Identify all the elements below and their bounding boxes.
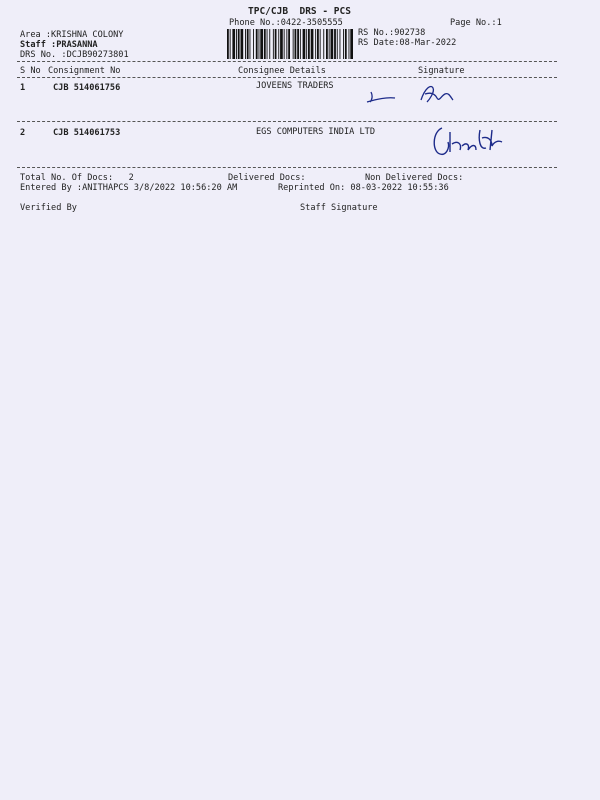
staff-field: Staff :PRASANNA (20, 40, 98, 50)
row-2-consignment: CJB 514061753 (53, 128, 121, 138)
reprinted-on: Reprinted On: 08-03-2022 10:55:36 (278, 183, 449, 193)
row-2-signature (428, 122, 518, 162)
column-header-consignee: Consignee Details (238, 66, 326, 76)
drs-number: DRS No. :DCJB90273801 (20, 50, 129, 60)
row-2-sno: 2 (20, 128, 26, 138)
staff-signature: Staff Signature (300, 203, 378, 213)
row-2-consignee: EGS COMPUTERS INDIA LTD (256, 127, 375, 137)
phone-number: Phone No.:0422-3505555 (229, 18, 343, 28)
column-header-consignment: Consignment No (48, 66, 121, 76)
barcode (227, 29, 353, 59)
non-delivered-docs: Non Delivered Docs: (365, 173, 464, 183)
row-1-sno: 1 (20, 83, 26, 93)
column-header-sno: S No (20, 66, 41, 76)
column-header-signature: Signature (418, 66, 465, 76)
row-1-consignment: CJB 514061756 (53, 83, 121, 93)
rs-date: RS Date:08-Mar-2022 (358, 38, 457, 48)
divider (17, 77, 557, 78)
total-docs: Total No. Of Docs: 2 (20, 173, 134, 183)
verified-by: Verified By (20, 203, 77, 213)
page-number: Page No.:1 (450, 18, 502, 28)
area-field: Area :KRISHNA COLONY (20, 30, 124, 40)
document-title: TPC/CJB DRS - PCS (248, 6, 351, 17)
delivered-docs: Delivered Docs: (228, 173, 306, 183)
divider (17, 167, 557, 168)
rs-number: RS No.:902738 (358, 28, 426, 38)
divider (17, 61, 557, 62)
row-1-signature (365, 82, 465, 110)
row-1-consignee: JOVEENS TRADERS (256, 81, 334, 91)
entered-by: Entered By :ANITHAPCS 3/8/2022 10:56:20 AM (20, 183, 238, 193)
